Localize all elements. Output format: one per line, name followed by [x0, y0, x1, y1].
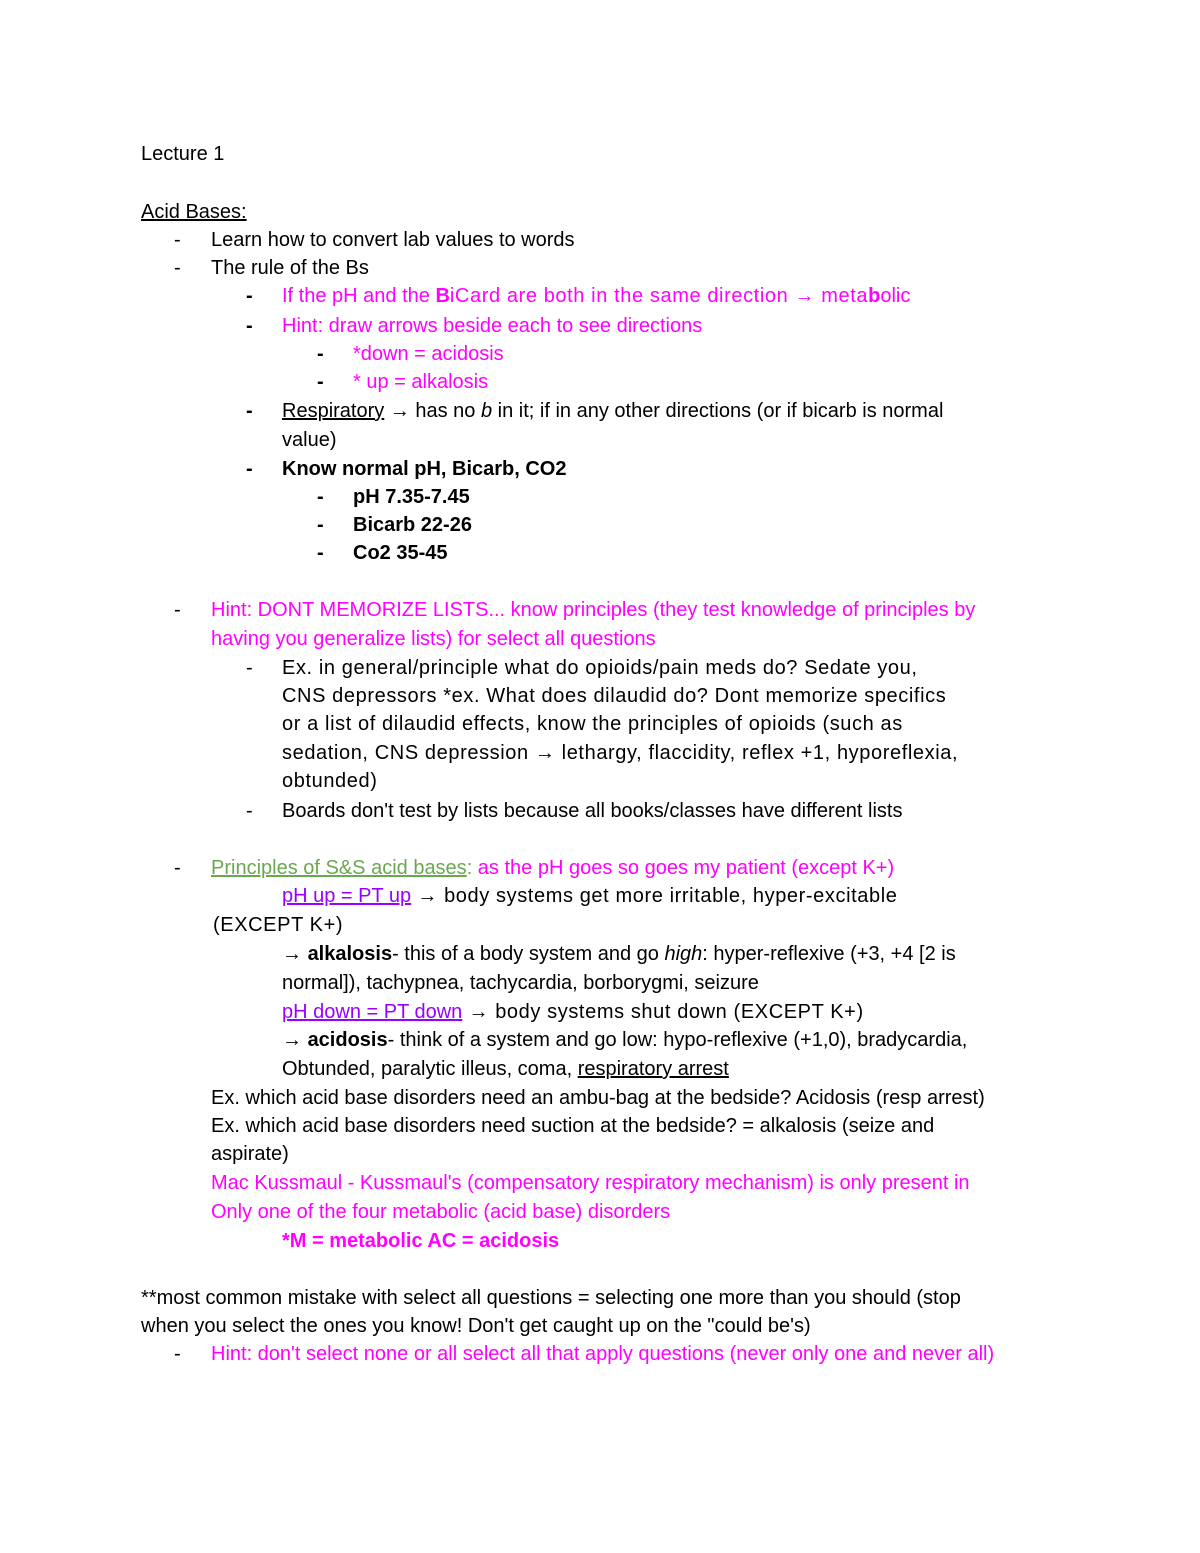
example-line: Ex. which acid base disorders need an ambu-bag at the bedside? Acidosis (resp arrest) [211, 1087, 985, 1109]
list-item: Hint: don't select none or all select all that apply questions (never only one and never all) [211, 1343, 995, 1365]
bullet-dash: - [317, 542, 324, 564]
text-run: b [868, 285, 881, 307]
bullet-dash: - [174, 229, 181, 251]
text-run: → body systems shut down (EXCEPT K+) [462, 1001, 864, 1023]
text-run: → [282, 943, 308, 965]
list-item-continuation: or a list of dilaudid effects, know the principles of opioids (such as [282, 713, 903, 735]
bullet-dash: - [317, 343, 324, 365]
example-line: aspirate) [211, 1143, 289, 1165]
list-item: Boards don't test by lists because all books/classes have different lists [282, 800, 903, 822]
list-item: Ex. in general/principle what do opioids/pain meds do? Sedate you, [282, 657, 918, 679]
text-run: → body systems get more irritable, hyper-excitable [411, 885, 898, 907]
principle-line [282, 1026, 967, 1054]
list-item-continuation: sedation, CNS depression → lethargy, flaccidity, reflex +1, hyporeflexia, [282, 742, 959, 764]
bullet-dash: - [317, 371, 324, 393]
lecture-title: Lecture 1 [141, 143, 225, 165]
mistake-note: when you select the ones you know! Don't get caught up on the "could be's) [141, 1315, 811, 1337]
bullet-dash: - [246, 400, 253, 422]
list-item: Hint: DONT MEMORIZE LISTS... know principles (they test knowledge of principles by [211, 599, 976, 621]
text-run: : hyper-reflexive (+3, +4 [2 is [702, 943, 956, 965]
text-run: B [435, 285, 450, 307]
text-run: olic [880, 285, 911, 307]
principle-line [282, 998, 864, 1026]
list-item: pH 7.35-7.45 [353, 486, 470, 508]
text-run: acidosis [307, 1029, 388, 1051]
list-item [211, 854, 894, 882]
list-item [282, 282, 910, 310]
text-run: Obtunded, paralytic illeus, coma, [282, 1058, 578, 1080]
example-line: Ex. which acid base disorders need suction at the bedside? = alkalosis (seize and [211, 1115, 935, 1137]
list-item: *down = acidosis [353, 343, 504, 365]
bullet-dash: - [317, 486, 324, 508]
section-heading: Acid Bases: [141, 201, 247, 223]
text-run: → has no [384, 400, 481, 422]
bullet-dash: - [317, 514, 324, 536]
bullet-dash: - [174, 1343, 181, 1365]
principle-line [282, 882, 898, 910]
text-run: - think of a system and go low: hypo-reflexive (+1,0), bradycardia, [387, 1029, 968, 1051]
list-item: Hint: draw arrows beside each to see directions [282, 315, 703, 337]
text-run: → [282, 1029, 308, 1051]
text-run: alkalosis [307, 943, 393, 965]
list-item-continuation: having you generalize lists) for select all questions [211, 628, 656, 650]
principle-line: (EXCEPT K+) [213, 914, 344, 936]
list-item: The rule of the Bs [211, 257, 369, 279]
bullet-dash: - [174, 257, 181, 279]
text-run: : [466, 857, 473, 879]
text-run: in it; if in any other directions (or if bicarb is normal [492, 400, 944, 422]
list-item [282, 397, 943, 425]
bullet-dash: - [174, 599, 181, 621]
text-run: respiratory arrest [577, 1058, 729, 1080]
text-run: Principles of S&S acid bases [211, 857, 467, 879]
kussmaul-line: Only one of the four metabolic (acid base) disorders [211, 1201, 671, 1223]
mistake-note: **most common mistake with select all questions = selecting one more than you should (stop [141, 1287, 961, 1309]
text-run: high [664, 943, 703, 965]
list-item: Bicarb 22-26 [353, 514, 472, 536]
text-run: If the pH and the [282, 285, 436, 307]
kussmaul-line: Mac Kussmaul - Kussmaul's (compensatory respiratory mechanism) is only present in [211, 1172, 970, 1194]
list-item-continuation: value) [282, 429, 337, 451]
list-item-continuation: CNS depressors *ex. What does dilaudid do? Dont memorize specifics [282, 685, 947, 707]
text-run: pH down = PT down [282, 1001, 463, 1023]
principle-line [282, 1055, 729, 1083]
list-item: Co2 35-45 [353, 542, 448, 564]
kussmaul-mnemonic: *M = metabolic AC = acidosis [282, 1230, 560, 1252]
text-run: as the pH goes so goes my patient (except K+) [472, 857, 895, 879]
text-run: pH up = PT up [282, 885, 412, 907]
list-item-continuation: obtunded) [282, 770, 378, 792]
bullet-dash: - [246, 315, 253, 337]
list-item: Know normal pH, Bicarb, CO2 [282, 458, 567, 480]
bullet-dash: - [246, 657, 253, 679]
principle-line: normal]), tachypnea, tachycardia, borborygmi, seizure [282, 972, 759, 994]
text-run: b [480, 400, 493, 422]
text-run: iCard are both in the same direction → meta [449, 285, 869, 307]
text-run: Respiratory [282, 400, 385, 422]
bullet-dash: - [246, 458, 253, 480]
bullet-dash: - [246, 800, 253, 822]
list-item: * up = alkalosis [353, 371, 489, 393]
bullet-dash: - [246, 285, 253, 307]
list-item: Learn how to convert lab values to words [211, 229, 575, 251]
text-run: - this of a body system and go [392, 943, 665, 965]
principle-line [282, 940, 956, 968]
bullet-dash: - [174, 857, 181, 879]
